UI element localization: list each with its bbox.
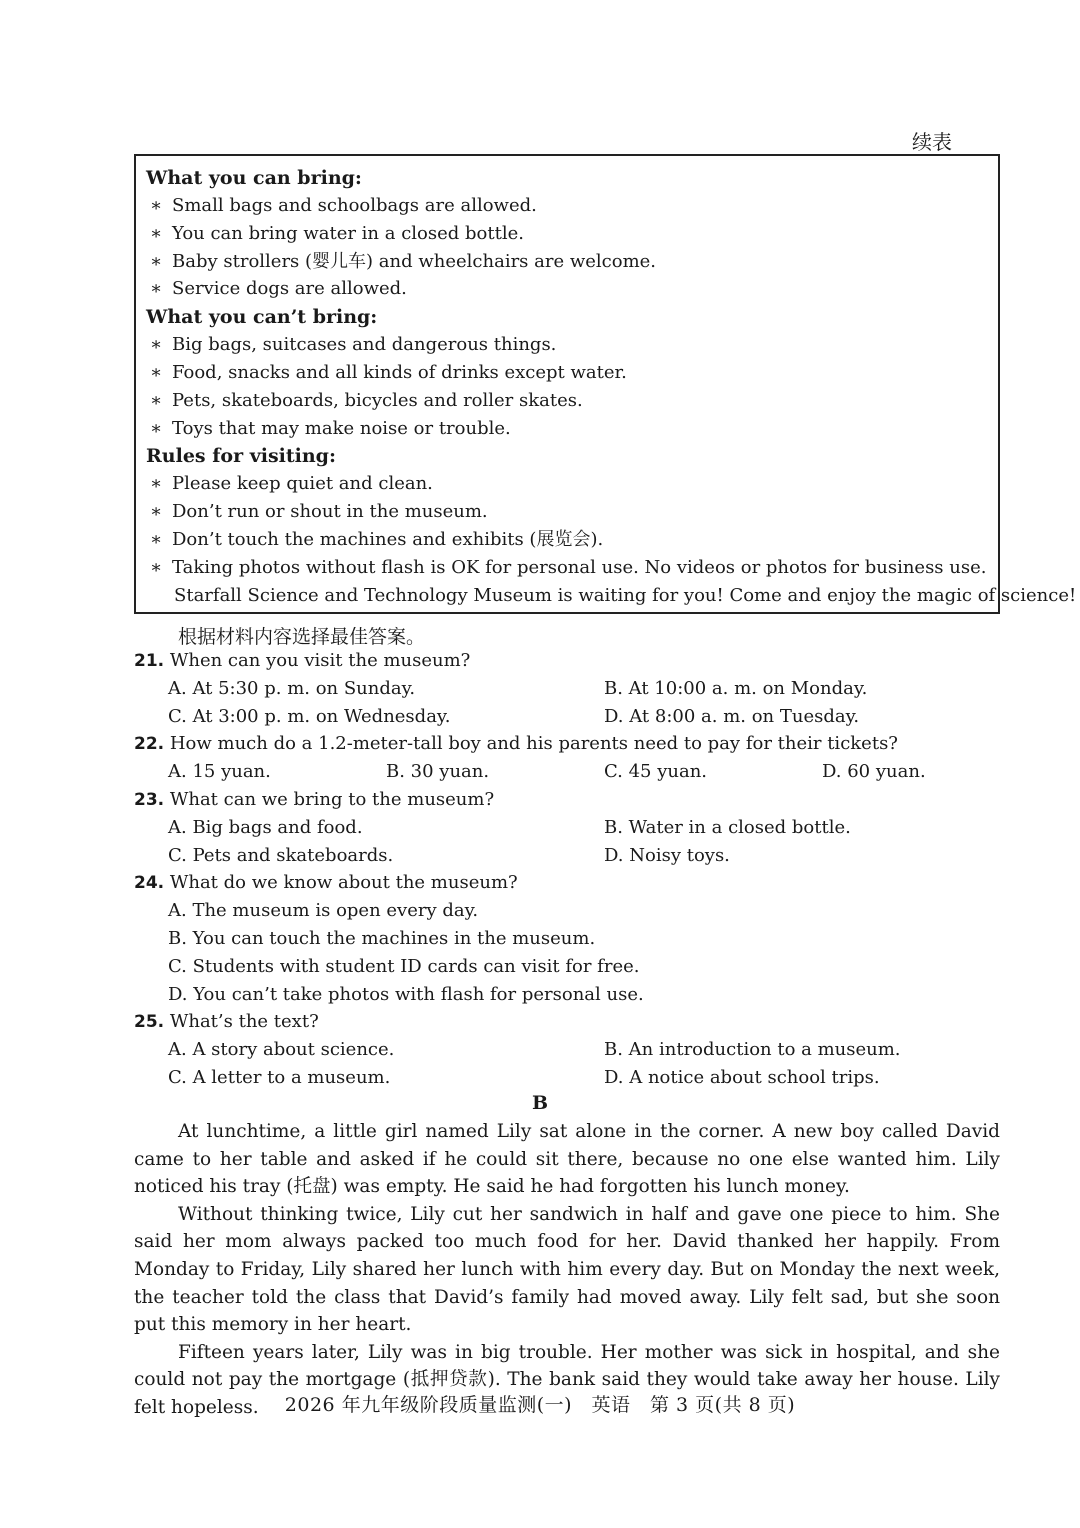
asterisk-icon: ∗ [150, 389, 163, 411]
list-item: ∗ Service dogs are allowed. [146, 275, 988, 303]
page-footer: 2026 年九年级阶段质量监测(一) 英语 第 3 页(共 8 页) [284, 1394, 796, 1416]
passage-paragraph: Fifteen years later, Lily was in big trouble. Her mother was sick in hospital, and she could not pay the mortgage (抵押贷款). The bank said they would take away her house. Lily felt hopeless. [134, 1341, 1000, 1418]
question-23: 23. What can we bring to the museum? [134, 788, 495, 810]
question-list [134, 647, 1004, 1092]
option: A. Big bags and food. [168, 816, 363, 838]
continued-label: 续表 [912, 130, 952, 154]
option: D. Noisy toys. [604, 844, 730, 866]
list-item: ∗ Pets, skateboards, bicycles and roller skates. [146, 387, 988, 415]
list-item: ∗ Big bags, suitcases and dangerous things. [146, 331, 988, 359]
option: B. At 10:00 a. m. on Monday. [604, 677, 868, 699]
list-item: ∗ Please keep quiet and clean. [146, 470, 988, 498]
list-item: ∗ Don’t touch the machines and exhibits (展览会). [146, 526, 988, 554]
option: B. Water in a closed bottle. [604, 816, 851, 838]
options-21 [134, 675, 1004, 731]
list-item: ∗ Taking photos without flash is OK for personal use. No videos or photos for business use. [146, 554, 988, 582]
list-item: ∗ Don’t run or shout in the museum. [146, 498, 988, 526]
options-25 [134, 1036, 1004, 1092]
question-21: 21. When can you visit the museum? [134, 650, 471, 671]
museum-info-box [134, 154, 1077, 614]
asterisk-icon: ∗ [150, 528, 163, 550]
option: D. A notice about school trips. [604, 1066, 880, 1088]
options-22 [134, 758, 1004, 786]
instruction: 根据材料内容选择最佳答案。 [178, 626, 426, 648]
asterisk-icon: ∗ [150, 361, 163, 383]
option: D. 60 yuan. [822, 761, 926, 783]
reading-passage [134, 1118, 1000, 1422]
option: C. At 3:00 p. m. on Wednesday. [168, 705, 451, 727]
asterisk-icon: ∗ [150, 334, 163, 356]
asterisk-icon: ∗ [150, 250, 163, 272]
list-item: ∗ Food, snacks and all kinds of drinks except water. [146, 359, 988, 387]
asterisk-icon: ∗ [150, 556, 163, 578]
option: C. Pets and skateboards. [168, 844, 394, 866]
option: A. 15 yuan. [168, 761, 271, 783]
passage-paragraph: At lunchtime, a little girl named Lily sat alone in the corner. A new boy called David came to her table and asked if he could sit there, because no one else wanted him. Lily noticed his tray (托盘) was empty. He said he had forgotten his lunch money. [134, 1121, 1000, 1198]
asterisk-icon: ∗ [150, 222, 163, 244]
option: A. A story about science. [168, 1039, 395, 1061]
option: D. You can’t take photos with flash for personal use. [168, 983, 644, 1005]
list-item: ∗ Toys that may make noise or trouble. [146, 415, 988, 443]
section-b-title: B [531, 1092, 549, 1114]
asterisk-icon: ∗ [150, 501, 163, 523]
option: A. At 5:30 p. m. on Sunday. [168, 677, 416, 699]
asterisk-icon: ∗ [150, 195, 163, 216]
option: D. At 8:00 a. m. on Tuesday. [604, 705, 860, 727]
option: C. Students with student ID cards can visit for free. [168, 955, 640, 977]
list-item: ∗ You can bring water in a closed bottle. [146, 220, 988, 248]
question-22: 22. How much do a 1.2-meter-tall boy and his parents need to pay for their tickets? [134, 733, 898, 755]
option: B. You can touch the machines in the museum. [168, 927, 596, 949]
passage-paragraph: Without thinking twice, Lily cut her sandwich in half and gave one piece to him. She said her mom always packed too much food for her. David thanked her happily. From Monday to Friday, Lily shared her lunch with him every day. But on Monday the next week, the teacher told the class that David’s family had moved away. Lily felt sad, but she soon put this memory in her heart. [134, 1203, 1000, 1336]
option: C. 45 yuan. [604, 761, 708, 783]
option: C. A letter to a museum. [168, 1066, 391, 1088]
list-item: ∗ Small bags and schoolbags are allowed. [146, 192, 988, 220]
option: B. An introduction to a museum. [604, 1039, 901, 1061]
section-heading: What you can bring: [146, 167, 362, 189]
asterisk-icon: ∗ [150, 417, 163, 439]
asterisk-icon: ∗ [150, 278, 163, 300]
option: B. 30 yuan. [386, 761, 490, 783]
closing-line: Starfall Science and Technology Museum is waiting for you! Come and enjoy the magic of science! [174, 584, 1077, 606]
list-item: ∗ Baby strollers (婴儿车) and wheelchairs are welcome. [146, 248, 988, 276]
option: A. The museum is open every day. [168, 900, 479, 922]
options-24 [134, 897, 1004, 1008]
section-heading: Rules for visiting: [146, 445, 336, 468]
question-25: 25. What’s the text? [134, 1011, 319, 1033]
asterisk-icon: ∗ [150, 473, 163, 495]
question-24: 24. What do we know about the museum? [134, 872, 518, 894]
options-23 [134, 814, 1004, 870]
section-heading: What you can’t bring: [146, 306, 378, 329]
